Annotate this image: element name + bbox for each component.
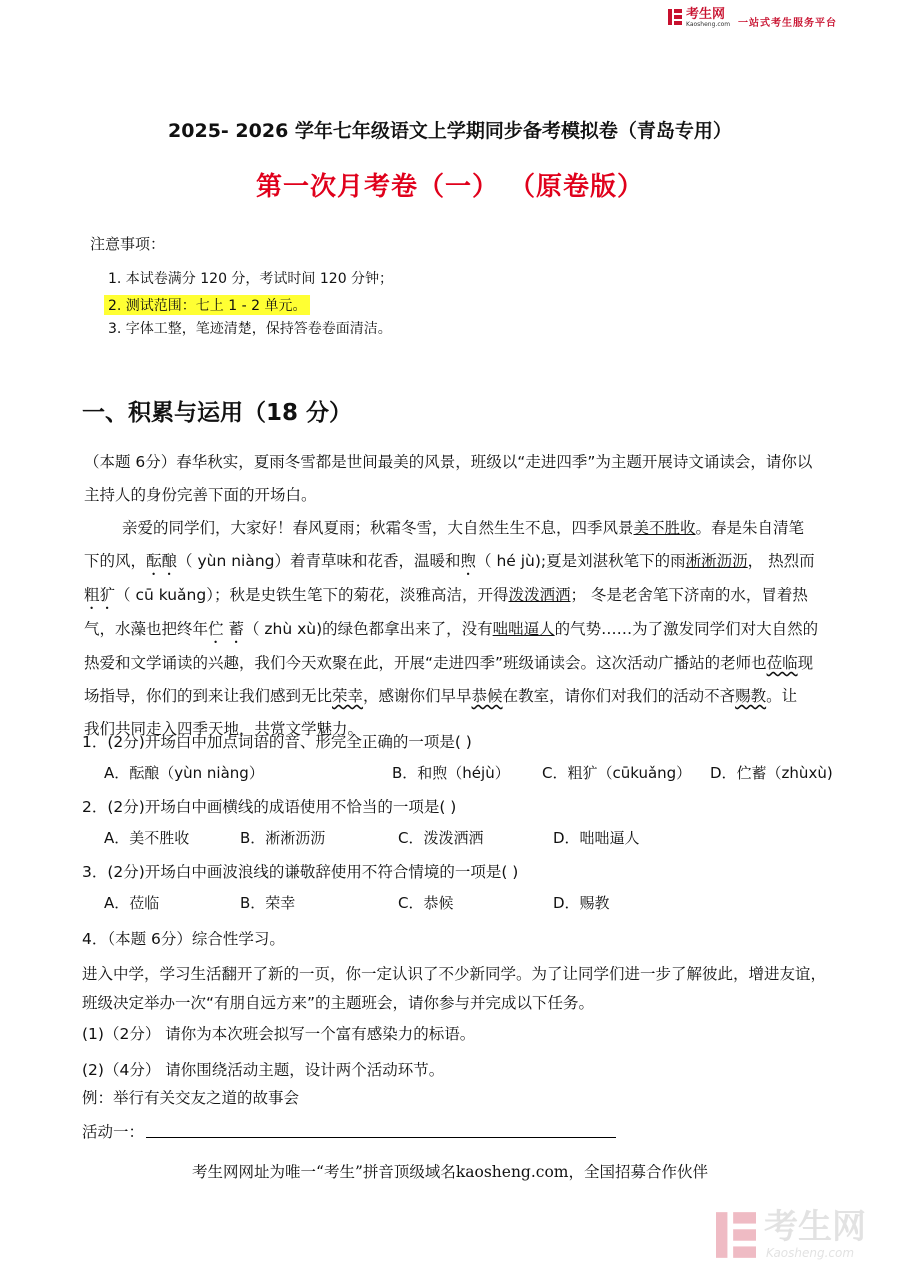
q2-option-a[interactable]: A．美不胜收 [104, 829, 190, 847]
passage-line [84, 512, 854, 545]
logo-domain: Kaosheng.com [686, 21, 731, 28]
text: 下的风， [84, 552, 147, 570]
notice-item-highlighted: 2. 测试范围：七上 1 - 2 单元。 [104, 295, 310, 315]
question-intro [84, 446, 844, 512]
q2-option-c[interactable]: C．泼泼洒洒 [398, 829, 484, 847]
logo-name: 考生网 [686, 7, 726, 22]
text: ，感谢你们早早 [363, 687, 472, 705]
kaosheng-logo-icon [668, 9, 682, 25]
passage-line: 我们共同走入四季天地，共赏文学魅力。 [84, 720, 364, 738]
watermark [716, 1208, 886, 1264]
intro-line: 主持人的身份完善下面的开场白。 [84, 486, 317, 504]
text: （ zhù xù)的绿色都拿出来了，没有 [243, 620, 493, 638]
text: 在教室，请你们对我们的活动不吝 [502, 687, 736, 705]
page-footer: 考生网网址为唯一“考生”拼音顶级域名kaosheng.com，全国招募合作伙伴 [192, 1163, 708, 1181]
kaosheng-watermark-icon [716, 1212, 756, 1258]
text: 。春是朱自清笔 [695, 519, 805, 537]
text: （ yùn niàng）着青草味和花香，温暖和 [177, 552, 461, 570]
underlined-idiom: 淅淅沥沥 [685, 552, 748, 570]
notice-item: 3. 字体工整，笔迹清楚，保持答卷卷面清洁。 [108, 321, 392, 337]
q3-option-b[interactable]: B．荣幸 [240, 894, 296, 912]
slogan: 一站式考生服务平台 [738, 18, 837, 29]
passage-line [84, 579, 854, 613]
text: 的气势……为了激发同学们对大自然的 [554, 620, 819, 638]
text: 热爱和文学诵读的兴趣，我们今天欢聚在此，开展“走进四季”班级诵读会。这次活动广播站的老师也 [84, 654, 767, 672]
exam-title: 2025- 2026 学年七年级语文上学期同步备考模拟卷（青岛专用） [168, 120, 732, 142]
passage-line [84, 545, 854, 579]
question-4-stem: 4．（本题 6分）综合性学习。 [82, 930, 285, 948]
section-heading: 一、积累与运用（18 分） [82, 400, 353, 426]
q1-option-d[interactable]: D．伫蓄（zhùxù) [710, 764, 833, 782]
activity-1-answer-line[interactable] [146, 1137, 616, 1138]
exam-subtitle: 第一次月考卷（一） （原卷版） [255, 172, 645, 202]
dotted-word: 粗 [84, 586, 100, 604]
dotted-word: 伫 蓄 [208, 620, 244, 638]
q3-option-d[interactable]: D．赐教 [553, 894, 610, 912]
q3-option-a[interactable]: A．莅临 [104, 894, 160, 912]
question-2-stem: 2．(2分)开场白中画横线的成语使用不恰当的一项是( ) [82, 798, 457, 816]
wavy-word: 莅临 [766, 654, 798, 672]
q1-option-b[interactable]: B．和煦（héjù） [392, 764, 510, 782]
passage-line [84, 680, 854, 713]
passage-line [84, 613, 854, 647]
dotted-word: 酝酿 [146, 552, 178, 570]
q4-subquestion-2: (2)（4分） 请你围绕活动主题，设计两个活动环节。 [82, 1061, 445, 1079]
wavy-word: 荣幸 [332, 687, 364, 705]
text: 亲爱的同学们，大家好！春风夏雨；秋霜冬雪，大自然生生不息，四季风景 [122, 519, 634, 537]
underlined-idiom: 美不胜收 [633, 519, 696, 537]
opening-passage [84, 512, 854, 746]
question-1-stem: 1．(2分)开场白中加点词语的音、形完全正确的一项是( ) [82, 733, 472, 751]
text: （ cū kuǎng）；秋是史铁生笔下的菊花，淡雅高洁，开得 [115, 586, 509, 604]
q1-option-a[interactable]: A．酝酿（yùn niàng） [104, 764, 264, 782]
text: 。让 [766, 687, 798, 705]
q2-option-d[interactable]: D．咄咄逼人 [553, 829, 640, 847]
q4-text: 进入中学，学习生活翻开了新的一页，你一定认识了不少新同学。为了让同学们进一步了解彼此，增进友谊， [82, 965, 827, 983]
intro-line: （本题 6分）春华秋实，夏雨冬雪都是世间最美的风景，班级以“走进四季”为主题开展诗文诵读会，请你以 [84, 453, 813, 471]
q1-option-c[interactable]: C．粗犷（cūkuǎng） [542, 764, 692, 782]
text: ， 热烈而 [747, 552, 815, 570]
text: （ hé jù);夏是刘湛秋笔下的雨 [476, 552, 686, 570]
watermark-domain: Kaosheng.com [766, 1246, 855, 1260]
q4-example: 例：举行有关交友之道的故事会 [82, 1089, 300, 1107]
text: 气，水藻也把终年 [84, 620, 209, 638]
notice-heading: 注意事项： [90, 235, 166, 253]
text: 场指导，你们的到来让我们感到无比 [84, 687, 333, 705]
q4-subquestion-1: (1)（2分） 请你为本次班会拟写一个富有感染力的标语。 [82, 1025, 476, 1043]
dotted-word: 煦 [460, 552, 477, 570]
q4-text: 班级决定举办一次“有朋自远方来”的主题班会，请你参与并完成以下任务。 [82, 994, 595, 1012]
question-3-stem: 3．(2分)开场白中画波浪线的谦敬辞使用不符合情境的一项是( ) [82, 863, 519, 881]
text: ； 冬是老舍笔下济南的水，冒着热 [570, 586, 808, 604]
wavy-word: 赐教 [735, 687, 767, 705]
wavy-word: 恭候 [471, 687, 503, 705]
activity-1-label: 活动一： [82, 1123, 145, 1141]
passage-line [84, 647, 854, 680]
dotted-word: 犷 [99, 586, 116, 604]
q3-option-c[interactable]: C．恭候 [398, 894, 454, 912]
underlined-idiom: 泼泼洒洒 [508, 586, 571, 604]
underlined-idiom: 咄咄逼人 [492, 620, 555, 638]
q2-option-b[interactable]: B．淅淅沥沥 [240, 829, 326, 847]
site-logo[interactable] [668, 8, 734, 28]
watermark-name: 考生网 [764, 1207, 866, 1247]
notice-item: 1. 本试卷满分 120 分，考试时间 120 分钟； [108, 271, 394, 287]
text: 现 [797, 654, 814, 672]
